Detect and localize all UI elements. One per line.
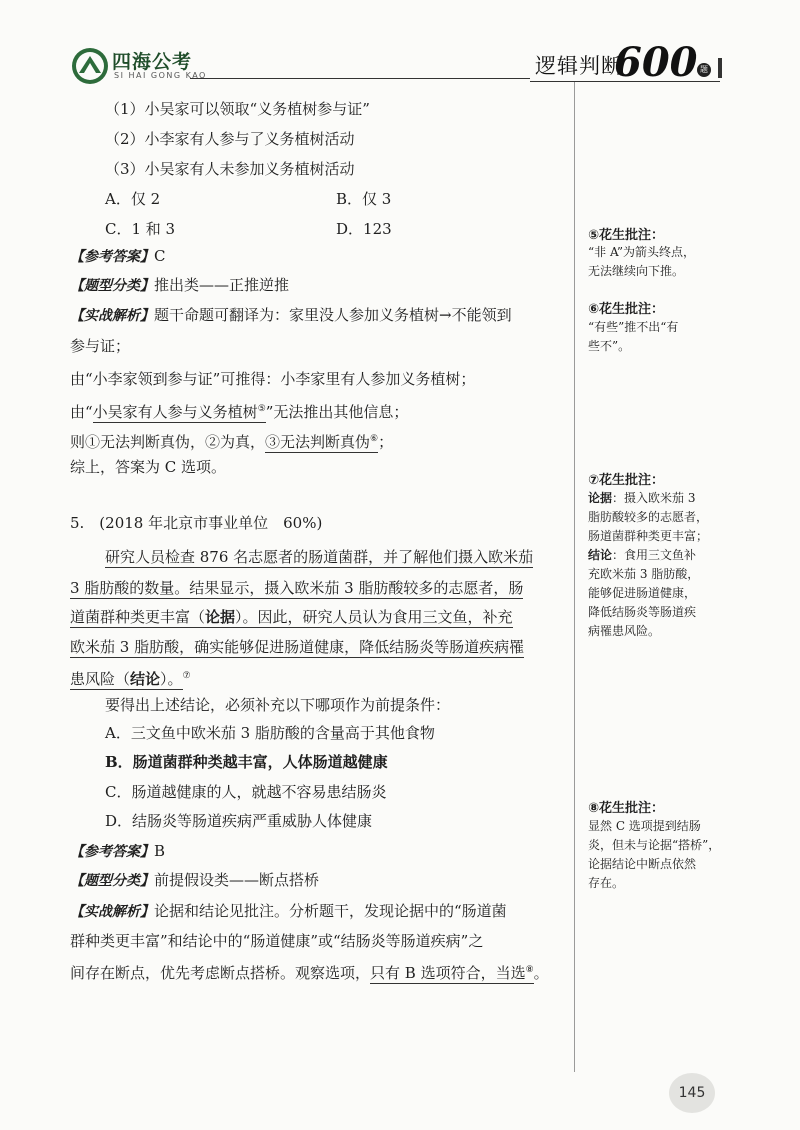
note-7-line-1 [588, 490, 695, 506]
text-span: ”无法推出其他信息； [265, 403, 409, 421]
note-7-line-3: 肠道菌群种类更丰富； [588, 529, 709, 543]
text-span: ：食用三文鱼补 [612, 548, 697, 562]
analysis-line-3: 由“小李家领到参与证”可推得：小李家里有人参加义务植树； [70, 370, 476, 388]
analysis-line-5 [70, 429, 393, 452]
note-keyword: 论据 [588, 491, 613, 505]
keyword-conclusion: 结论 [130, 670, 161, 688]
analysis-text: 题干命题可翻译为：家里没人参加义务植树→不能领到 [154, 306, 512, 324]
analysis-line-2: 群种类更丰富”和结论中的“肠道健康”或“结肠炎等肠道疾病”之 [70, 932, 484, 950]
note-6-line-2: 些不”。 [588, 339, 631, 353]
question-text: 要得出上述结论，必须补充以下哪项作为前提条件： [105, 696, 451, 714]
type-label: 【题型分类】 [70, 278, 154, 294]
answer-line [70, 246, 165, 267]
option-a: A．三文鱼中欧米茄 3 脂肪酸的含量高于其他食物 [105, 724, 435, 742]
text-span: ）。 [160, 670, 183, 688]
text-span: ； [378, 433, 394, 451]
note-ref-7: ⑦ [182, 671, 191, 681]
stem-line-2 [70, 578, 523, 598]
text-span: ：摄入欧米茄 3 [612, 491, 696, 505]
page-number: 145 [678, 1085, 706, 1101]
note-5-line-1: “非 A”为箭头终点， [588, 245, 695, 259]
text-span: 只有 B 选项符合，当选 [370, 964, 526, 982]
answer-label: 【参考答案】 [70, 249, 154, 265]
note-7-title: ⑦花生批注： [588, 473, 665, 488]
statement-2: （2）小李家有人参与了义务植树活动 [105, 130, 355, 148]
type-line [70, 870, 319, 891]
note-8-line-3: 论据结论中断点依然 [588, 857, 697, 871]
text-span: 道菌群种类更丰富（ [70, 608, 206, 626]
statement-1: （1）小吴家可以领取“义务植树参与证” [105, 100, 370, 118]
stem-line-3 [70, 607, 513, 627]
note-ref-6: ⑥ [370, 434, 379, 444]
note-7-line-5: 充欧米茄 3 脂肪酸， [588, 567, 700, 581]
stem-line-5 [70, 666, 191, 689]
note-5-line-2: 无法继续向下推。 [588, 264, 685, 278]
header-rule [190, 78, 530, 79]
underlined-text: 研究人员检查 876 名志愿者的肠道菌群，并了解他们摄入欧米茄 [105, 548, 534, 566]
option-b: B．仅 3 [336, 190, 392, 208]
note-ref-5: ⑤ [257, 404, 266, 414]
book-title: 逻辑判断 [535, 54, 623, 78]
underlined-text [70, 670, 183, 690]
note-8-line-4: 存在。 [588, 876, 625, 890]
analysis-label: 【实战解析】 [70, 904, 154, 920]
note-6-line-1: “有些”推不出“有 [588, 320, 679, 334]
answer-value: B [154, 842, 166, 860]
analysis-line-1 [70, 901, 507, 922]
answer-label: 【参考答案】 [70, 844, 154, 860]
analysis-line-6: 综上，答案为 C 选项。 [70, 458, 227, 476]
text-span: 由“ [70, 403, 93, 421]
text-span: ）。因此，研究人员认为食用三文鱼，补充 [235, 608, 513, 626]
note-7-line-8: 病罹患风险。 [588, 624, 661, 638]
text-span: 则①无法判断真伪，②为真， [70, 433, 266, 451]
option-a: A．仅 2 [105, 190, 161, 208]
analysis-text: 论据和结论见批注。分析题干，发现论据中的“肠道菌 [154, 902, 507, 920]
header-bar [718, 58, 722, 78]
brand-logo-icon [70, 46, 110, 86]
type-value: 推出类——正推逆推 [154, 276, 290, 294]
underlined-text [265, 433, 378, 453]
option-d: D．123 [336, 220, 392, 238]
book-number: 600 [614, 39, 698, 86]
margin-divider [574, 82, 575, 1072]
analysis-line-2: 参与证； [70, 337, 131, 355]
analysis-line-4 [70, 399, 408, 422]
underlined-text [93, 403, 266, 423]
book-number-badge: 题 [697, 63, 711, 77]
note-8-title: ⑧花生批注： [588, 801, 665, 816]
text-span: 小吴家有人参与义务植树 [92, 403, 258, 421]
option-b: B．肠道菌群种类越丰富，人体肠道越健康 [105, 753, 388, 771]
type-label: 【题型分类】 [70, 873, 154, 889]
stem-line-1 [105, 547, 533, 567]
option-c: C．肠道越健康的人，就越不容易患结肠炎 [105, 783, 387, 801]
type-value: 前提假设类——断点搭桥 [154, 871, 320, 889]
underlined-text [70, 608, 513, 628]
note-ref-8: ⑧ [525, 965, 534, 975]
note-8-line-2: 炎，但未与论据“搭桥”， [588, 838, 721, 852]
text-span: 患风险（ [70, 670, 131, 688]
analysis-line-1 [70, 305, 512, 326]
underlined-text: 3 脂肪酸的数量。结果显示，摄入欧米茄 3 脂肪酸较多的志愿者，肠 [70, 579, 524, 597]
note-7-line-6: 能够促进肠道健康， [588, 586, 697, 600]
note-6-title: ⑥花生批注： [588, 302, 665, 317]
type-line [70, 275, 289, 296]
text-span: ③无法判断真伪 [265, 433, 371, 451]
brand-name: 四海公考 [112, 51, 193, 73]
question-heading: 5. (2018 年北京市事业单位 60%) [70, 514, 323, 532]
note-7-line-7: 降低结肠炎等肠道疾 [588, 605, 697, 619]
note-5-title: ⑤花生批注： [588, 228, 665, 243]
text-span: 。 [533, 964, 549, 982]
underlined-text: 欧米茄 3 脂肪酸，确实能够促进肠道健康，降低结肠炎等肠道疾病罹 [70, 638, 525, 656]
underlined-text [370, 964, 534, 984]
statement-3: （3）小吴家有人未参加义务植树活动 [105, 160, 355, 178]
note-7-line-4 [588, 547, 696, 563]
analysis-line-3 [70, 960, 549, 983]
stem-line-4 [70, 637, 524, 657]
answer-value: C [154, 247, 166, 265]
note-keyword: 结论 [588, 548, 613, 562]
option-d: D．结肠炎等肠道疾病严重威胁人体健康 [105, 812, 373, 830]
note-7-line-2: 脂肪酸较多的志愿者， [588, 510, 709, 524]
answer-line [70, 841, 165, 862]
brand-subtitle: SI HAI GONG KAO [114, 71, 207, 80]
keyword-evidence: 论据 [205, 608, 236, 626]
text-span: 间存在断点，优先考虑断点搭桥。观察选项， [70, 964, 371, 982]
option-c: C．1 和 3 [105, 220, 176, 238]
note-8-line-1: 显然 C 选项提到结肠 [588, 819, 701, 833]
analysis-label: 【实战解析】 [70, 308, 154, 324]
